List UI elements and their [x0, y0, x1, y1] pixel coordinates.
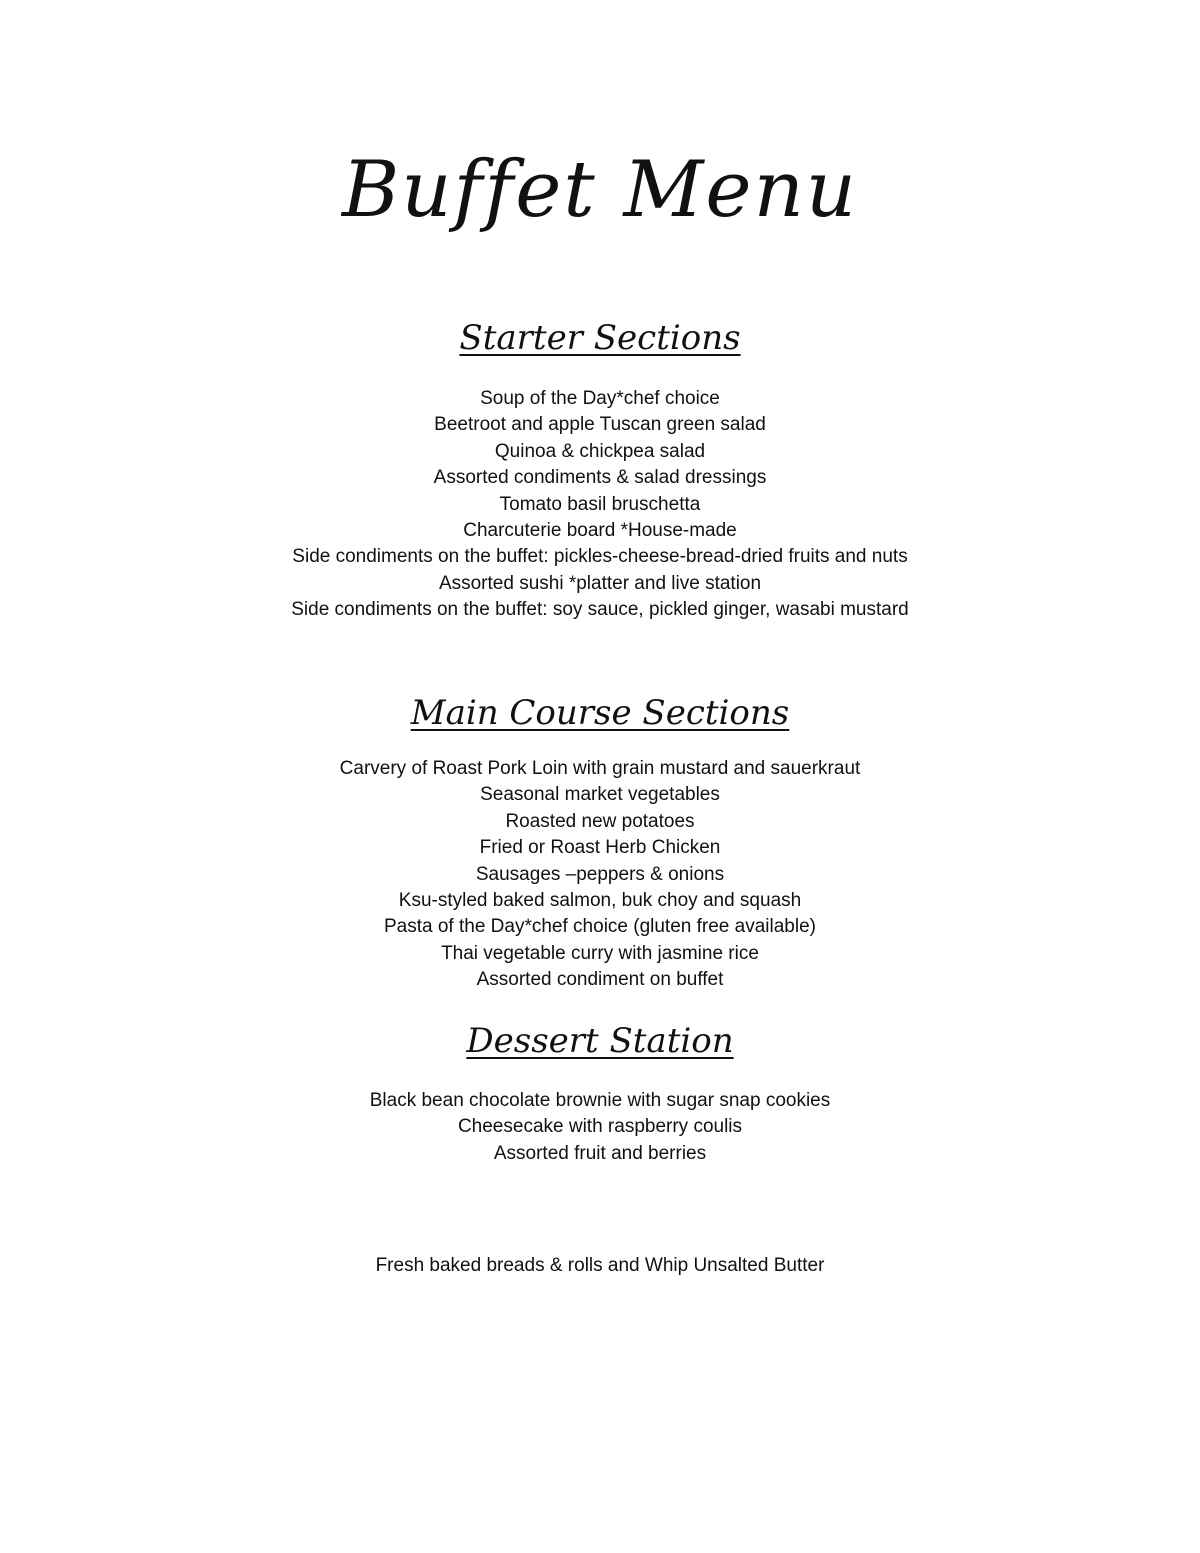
bread-and-butter-note: Fresh baked breads & rolls and Whip Unsalted Butter: [375, 1255, 825, 1276]
starter-section-heading-text: Starter Sections: [459, 318, 741, 358]
main-course-section-heading-text: Main Course Sections: [410, 693, 790, 733]
menu-item: Quinoa & chickpea salad: [494, 440, 706, 462]
page-title: Buffet Menu: [341, 145, 859, 235]
menu-item: Cheesecake with raspberry coulis: [457, 1116, 743, 1138]
menu-item: Soup of the Day*chef choice: [480, 388, 720, 409]
dessert-items-list: [0, 1088, 1200, 1167]
menu-item: Tomato basil bruschetta: [499, 493, 701, 515]
menu-item: Carvery of Roast Pork Loin with grain mustard and sauerkraut: [339, 758, 861, 779]
menu-item: Side condiments on the buffet: pickles-cheese-bread-dried fruits and nuts: [292, 546, 908, 568]
menu-item: Black bean chocolate brownie with sugar snap cookies: [369, 1090, 831, 1111]
menu-item: Thai vegetable curry with jasmine rice: [441, 942, 759, 964]
main-course-items-list: [0, 756, 1200, 994]
menu-item: Assorted fruit and berries: [493, 1142, 707, 1164]
menu-item: Assorted sushi *platter and live station: [438, 572, 762, 594]
menu-item: Side condiments on the buffet: soy sauce, pickled ginger, wasabi mustard: [291, 599, 909, 621]
dessert-section-heading-text: Dessert Station: [466, 1021, 734, 1061]
menu-item: Beetroot and apple Tuscan green salad: [434, 414, 766, 436]
menu-item: Sausages –peppers & onions: [475, 863, 725, 885]
main-course-section-heading: [0, 691, 1200, 735]
menu-item: Ksu-styled baked salmon, buk choy and squash: [398, 890, 802, 912]
starter-items-list: [0, 386, 1200, 624]
menu-item: Assorted condiments & salad dressings: [433, 467, 767, 489]
menu-item: Assorted condiment on buffet: [476, 969, 724, 991]
menu-item: Roasted new potatoes: [505, 810, 695, 832]
dessert-section-heading: [0, 1019, 1200, 1063]
menu-item: Charcuterie board *House-made: [463, 520, 737, 542]
menu-item: Pasta of the Day*chef choice (gluten free available): [384, 916, 816, 938]
starter-section-heading: [0, 316, 1200, 360]
menu-item: Fried or Roast Herb Chicken: [479, 837, 721, 859]
menu-item: Seasonal market vegetables: [480, 784, 720, 806]
